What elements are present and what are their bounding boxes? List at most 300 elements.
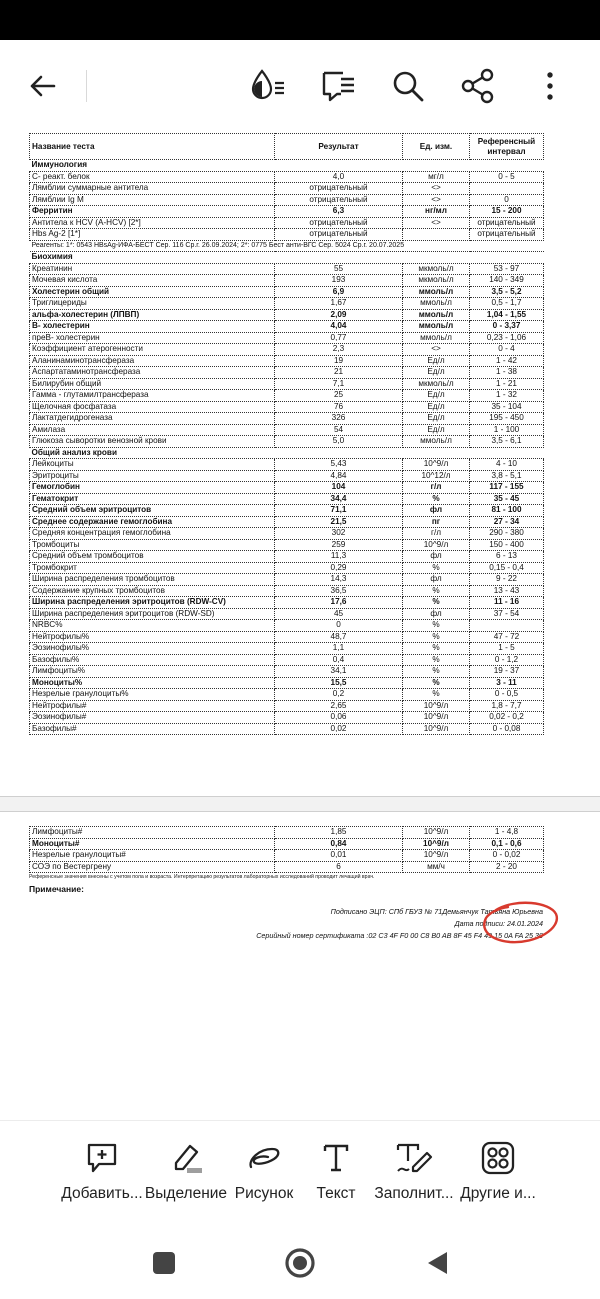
unit-cell: % bbox=[403, 562, 470, 574]
unit-cell: Ед/л bbox=[403, 367, 470, 379]
top-toolbar bbox=[0, 40, 600, 128]
table-row bbox=[30, 344, 544, 356]
reference-cell: 0,5 - 1,7 bbox=[470, 298, 544, 310]
reference-cell: отрицательный bbox=[470, 229, 544, 241]
table-row bbox=[30, 470, 544, 482]
reference-cell: отрицательный bbox=[470, 217, 544, 229]
result-cell: 14,3 bbox=[275, 574, 403, 586]
result-cell: 7,1 bbox=[275, 378, 403, 390]
reference-cell: 1 - 100 bbox=[470, 424, 544, 436]
unit-cell: фл bbox=[403, 608, 470, 620]
reference-cell: 6 - 13 bbox=[470, 551, 544, 563]
text-icon bbox=[321, 1141, 351, 1175]
result-cell: 259 bbox=[275, 539, 403, 551]
test-name-cell: Hbs Ag-2 [1*] bbox=[30, 229, 275, 241]
unit-cell: <> bbox=[403, 194, 470, 206]
test-name-cell: Незрелые гранулоциты# bbox=[30, 850, 275, 862]
share-icon[interactable] bbox=[456, 64, 500, 108]
other-tools[interactable] bbox=[448, 1141, 548, 1203]
table-body-page-2 bbox=[30, 827, 544, 873]
result-cell: отрицательный bbox=[275, 217, 403, 229]
table-row bbox=[30, 551, 544, 563]
test-name-cell: С- реакт. белок bbox=[30, 171, 275, 183]
table-row bbox=[30, 838, 544, 850]
table-row bbox=[30, 401, 544, 413]
result-cell: 34,1 bbox=[275, 666, 403, 678]
test-name-cell: Амилаза bbox=[30, 424, 275, 436]
reference-cell: 1,8 - 7,7 bbox=[470, 700, 544, 712]
result-cell: 55 bbox=[275, 263, 403, 275]
table-row bbox=[30, 861, 544, 873]
table-row bbox=[30, 723, 544, 735]
test-name-cell: Холестерин общий bbox=[30, 286, 275, 298]
test-name-cell: Мочевая кислота bbox=[30, 275, 275, 287]
table-row bbox=[30, 631, 544, 643]
reference-cell: 13 - 43 bbox=[470, 585, 544, 597]
result-cell: 2,65 bbox=[275, 700, 403, 712]
text-label: Текст bbox=[316, 1185, 356, 1202]
reference-cell: 53 - 97 bbox=[470, 263, 544, 275]
unit-cell: 10^12/л bbox=[403, 470, 470, 482]
table-row bbox=[30, 459, 544, 471]
result-cell: 6,3 bbox=[275, 206, 403, 218]
unit-cell: 10^9/л bbox=[403, 850, 470, 862]
table-row bbox=[30, 850, 544, 862]
reference-cell: 0 - 3,37 bbox=[470, 321, 544, 333]
unit-cell: <> bbox=[403, 183, 470, 195]
grid-apps-icon bbox=[481, 1141, 515, 1175]
table-row bbox=[30, 378, 544, 390]
unit-cell: % bbox=[403, 493, 470, 505]
test-name-cell: Билирубин общий bbox=[30, 378, 275, 390]
table-row bbox=[30, 355, 544, 367]
unit-cell: г/л bbox=[403, 528, 470, 540]
document-page-2 bbox=[0, 812, 600, 1120]
unit-cell: % bbox=[403, 585, 470, 597]
unit-cell: 10^9/л bbox=[403, 459, 470, 471]
reference-cell: 0 - 4 bbox=[470, 344, 544, 356]
lab-results-table-page-1 bbox=[29, 133, 544, 735]
result-cell: отрицательный bbox=[275, 183, 403, 195]
reference-cell: 1 - 5 bbox=[470, 643, 544, 655]
reference-cell: 9 - 22 bbox=[470, 574, 544, 586]
unit-cell: Ед/л bbox=[403, 390, 470, 402]
unit-cell: 10^9/л bbox=[403, 838, 470, 850]
result-cell: 2,09 bbox=[275, 309, 403, 321]
unit-cell: % bbox=[403, 654, 470, 666]
reference-cell bbox=[470, 183, 544, 195]
table-row bbox=[30, 827, 544, 839]
table-row bbox=[30, 367, 544, 379]
test-name-cell: Среднее содержание гемоглобина bbox=[30, 516, 275, 528]
test-name-cell: Моноциты% bbox=[30, 677, 275, 689]
draw-icon bbox=[246, 1141, 282, 1175]
signed-by: Подписано ЭЦП: СПб ГБУЗ № 71Демьянчук Татьяна Юрьевна bbox=[330, 907, 543, 916]
result-cell: 0,06 bbox=[275, 712, 403, 724]
result-cell: 48,7 bbox=[275, 631, 403, 643]
unit-cell: 10^9/л bbox=[403, 827, 470, 839]
test-name-cell: Эозинофилы% bbox=[30, 643, 275, 655]
result-cell: 21 bbox=[275, 367, 403, 379]
section-heading bbox=[30, 252, 544, 264]
unit-cell: Ед/л bbox=[403, 413, 470, 425]
highlight-icon bbox=[168, 1141, 204, 1175]
result-cell: 34,4 bbox=[275, 493, 403, 505]
back-triangle-icon bbox=[425, 1250, 449, 1276]
test-name-cell: преВ- холестерин bbox=[30, 332, 275, 344]
unit-cell bbox=[403, 229, 470, 241]
reference-cell: 0 - 0,5 bbox=[470, 689, 544, 701]
result-cell: отрицательный bbox=[275, 229, 403, 241]
bottom-toolbar bbox=[0, 1120, 600, 1226]
test-name-cell: Средний объем тромбоцитов bbox=[30, 551, 275, 563]
test-name-cell: Коэффициент атерогенности bbox=[30, 344, 275, 356]
table-row bbox=[30, 700, 544, 712]
test-name-cell: СОЭ по Вестергрену bbox=[30, 861, 275, 873]
result-cell: 0,29 bbox=[275, 562, 403, 574]
test-name-cell: Лимфоциты# bbox=[30, 827, 275, 839]
table-row bbox=[30, 482, 544, 494]
test-name-cell: Ферритин bbox=[30, 206, 275, 218]
reference-cell: 1 - 21 bbox=[470, 378, 544, 390]
unit-cell: мм/ч bbox=[403, 861, 470, 873]
page-separator bbox=[0, 796, 600, 812]
unit-cell: мкмоль/л bbox=[403, 275, 470, 287]
table-row bbox=[30, 309, 544, 321]
comment-icon[interactable] bbox=[316, 64, 360, 108]
table-row bbox=[30, 229, 544, 241]
unit-cell: фл bbox=[403, 574, 470, 586]
reference-cell: 47 - 72 bbox=[470, 631, 544, 643]
table-row bbox=[30, 321, 544, 333]
section-title: Биохимия bbox=[30, 252, 544, 264]
test-name-cell: Ширина распределения эритроцитов (RDW-CV) bbox=[30, 597, 275, 609]
sign-date: Дата подписи: 24.01.2024 bbox=[454, 919, 543, 928]
unit-cell: % bbox=[403, 677, 470, 689]
test-name-cell: Креатинин bbox=[30, 263, 275, 275]
table-body-page-1 bbox=[30, 160, 544, 735]
result-cell: 4,0 bbox=[275, 171, 403, 183]
reference-cell: 4 - 10 bbox=[470, 459, 544, 471]
reference-cell: 0 - 0,02 bbox=[470, 850, 544, 862]
unit-cell: % bbox=[403, 597, 470, 609]
table-row bbox=[30, 493, 544, 505]
reference-cell: 15 - 200 bbox=[470, 206, 544, 218]
unit-cell: г/л bbox=[403, 482, 470, 494]
table-row bbox=[30, 597, 544, 609]
back-button[interactable] bbox=[420, 1246, 454, 1280]
table-row bbox=[30, 712, 544, 724]
table-row bbox=[30, 666, 544, 678]
table-row bbox=[30, 298, 544, 310]
reference-cell: 0,02 - 0,2 bbox=[470, 712, 544, 724]
test-name-cell: Аланинаминотрансфераза bbox=[30, 355, 275, 367]
result-cell: 0,84 bbox=[275, 838, 403, 850]
reference-cell: 0,1 - 0,6 bbox=[470, 838, 544, 850]
reference-cell: 19 - 37 bbox=[470, 666, 544, 678]
reference-cell: 2 - 20 bbox=[470, 861, 544, 873]
draw-label: Рисунок bbox=[234, 1185, 294, 1202]
section-title: Общий анализ крови bbox=[30, 447, 544, 459]
reference-cell: 11 - 16 bbox=[470, 597, 544, 609]
table-row bbox=[30, 286, 544, 298]
reference-cell: 27 - 34 bbox=[470, 516, 544, 528]
test-name-cell: Ширина распределения эритроцитов (RDW-SD) bbox=[30, 608, 275, 620]
test-name-cell: Триглицериды bbox=[30, 298, 275, 310]
table-row bbox=[30, 217, 544, 229]
reference-cell: 1 - 32 bbox=[470, 390, 544, 402]
test-name-cell: Антитела к HCV (A-HCV) [2*] bbox=[30, 217, 275, 229]
unit-cell: % bbox=[403, 666, 470, 678]
result-cell: 302 bbox=[275, 528, 403, 540]
reference-cell: 1 - 4,8 bbox=[470, 827, 544, 839]
test-name-cell: Щелочная фосфатаза bbox=[30, 401, 275, 413]
test-name-cell: Лимфоциты% bbox=[30, 666, 275, 678]
unit-cell: Ед/л bbox=[403, 401, 470, 413]
result-cell: 0,4 bbox=[275, 654, 403, 666]
table-row bbox=[30, 585, 544, 597]
test-name-cell: Содержание крупных тромбоцитов bbox=[30, 585, 275, 597]
result-cell: 1,85 bbox=[275, 827, 403, 839]
result-cell: 6 bbox=[275, 861, 403, 873]
table-row bbox=[30, 689, 544, 701]
table-row bbox=[30, 263, 544, 275]
toolbar-divider bbox=[86, 70, 87, 102]
result-cell: 0,02 bbox=[275, 723, 403, 735]
add-comment-icon bbox=[85, 1141, 119, 1175]
reagents-note bbox=[30, 240, 544, 252]
unit-cell: мг/л bbox=[403, 171, 470, 183]
test-name-cell: Средняя концентрация гемоглобина bbox=[30, 528, 275, 540]
test-name-cell: Эритроциты bbox=[30, 470, 275, 482]
test-name-cell: Лейкоциты bbox=[30, 459, 275, 471]
result-cell: 11,3 bbox=[275, 551, 403, 563]
result-cell: 0,77 bbox=[275, 332, 403, 344]
unit-cell: 10^9/л bbox=[403, 539, 470, 551]
result-cell: 25 bbox=[275, 390, 403, 402]
table-row bbox=[30, 608, 544, 620]
table-row bbox=[30, 643, 544, 655]
reference-cell: 0,15 - 0,4 bbox=[470, 562, 544, 574]
reference-cell: 195 - 450 bbox=[470, 413, 544, 425]
test-name-cell: Гамма - глутамилтрансфераза bbox=[30, 390, 275, 402]
reference-cell: 117 - 155 bbox=[470, 482, 544, 494]
result-cell: 193 bbox=[275, 275, 403, 287]
header-test-name: Название теста bbox=[30, 134, 275, 160]
result-cell: 6,9 bbox=[275, 286, 403, 298]
section-title: Иммунология bbox=[30, 160, 544, 172]
table-row bbox=[30, 528, 544, 540]
table-row bbox=[30, 620, 544, 632]
test-name-cell: Гемоглобин bbox=[30, 482, 275, 494]
test-name-cell: Незрелые гранулоциты% bbox=[30, 689, 275, 701]
reference-cell: 0 - 0,08 bbox=[470, 723, 544, 735]
unit-cell: фл bbox=[403, 505, 470, 517]
unit-cell: % bbox=[403, 631, 470, 643]
reference-cell: 1 - 38 bbox=[470, 367, 544, 379]
reference-cell: 1 - 42 bbox=[470, 355, 544, 367]
status-bar bbox=[0, 0, 600, 40]
table-row bbox=[30, 183, 544, 195]
more-icon[interactable] bbox=[528, 64, 572, 108]
result-cell: 15,5 bbox=[275, 677, 403, 689]
test-name-cell: Базофилы# bbox=[30, 723, 275, 735]
result-cell: 4,84 bbox=[275, 470, 403, 482]
table-row bbox=[30, 390, 544, 402]
table-row bbox=[30, 562, 544, 574]
unit-cell: ммоль/л bbox=[403, 286, 470, 298]
search-icon[interactable] bbox=[386, 64, 430, 108]
test-name-cell: Тромбокрит bbox=[30, 562, 275, 574]
reference-cell: 3,5 - 5,2 bbox=[470, 286, 544, 298]
result-cell: 2,3 bbox=[275, 344, 403, 356]
table-row bbox=[30, 539, 544, 551]
result-cell: 21,5 bbox=[275, 516, 403, 528]
other-tools-label: Другие и... bbox=[460, 1185, 536, 1202]
home-icon bbox=[284, 1247, 316, 1279]
table-row bbox=[30, 332, 544, 344]
reference-cell: 1,04 - 1,55 bbox=[470, 309, 544, 321]
result-cell: 5,0 bbox=[275, 436, 403, 448]
table-row bbox=[30, 194, 544, 206]
section-heading bbox=[30, 447, 544, 459]
result-cell: 19 bbox=[275, 355, 403, 367]
reference-cell: 35 - 104 bbox=[470, 401, 544, 413]
unit-cell: Ед/л bbox=[403, 424, 470, 436]
unit-cell: 10^9/л bbox=[403, 700, 470, 712]
test-name-cell: Моноциты# bbox=[30, 838, 275, 850]
reference-cell: 140 - 349 bbox=[470, 275, 544, 287]
result-cell: отрицательный bbox=[275, 194, 403, 206]
unit-cell: мкмоль/л bbox=[403, 263, 470, 275]
test-name-cell: Аспартатаминотрансфераза bbox=[30, 367, 275, 379]
table-row bbox=[30, 436, 544, 448]
fill-sign-icon bbox=[395, 1141, 433, 1175]
result-cell: 45 bbox=[275, 608, 403, 620]
add-comment-label: Добавить... bbox=[61, 1185, 143, 1202]
header-reference: Референсный интервал bbox=[470, 134, 544, 160]
unit-cell: Ед/л bbox=[403, 355, 470, 367]
test-name-cell: Лактатдегидрогеназа bbox=[30, 413, 275, 425]
unit-cell: <> bbox=[403, 344, 470, 356]
result-cell: 1,67 bbox=[275, 298, 403, 310]
test-name-cell: Ширина распределения тромбоцитов bbox=[30, 574, 275, 586]
reagents-text: Реагенты: 1*: 0543 HBsAg-ИФА-БЕСТ Сер. 116 Ср.г. 26.09.2024; 2*: 0775 Бест анти-ВГС Сер. 5024 Ср.г. 20.07.2025 bbox=[30, 240, 544, 252]
result-cell: 76 bbox=[275, 401, 403, 413]
test-name-cell: Нейтрофилы% bbox=[30, 631, 275, 643]
result-cell: 326 bbox=[275, 413, 403, 425]
test-name-cell: NRBC% bbox=[30, 620, 275, 632]
reference-cell: 35 - 45 bbox=[470, 493, 544, 505]
test-name-cell: альфа-холестерин (ЛПВП) bbox=[30, 309, 275, 321]
highlight-label: Выделение bbox=[144, 1185, 228, 1202]
table-row bbox=[30, 275, 544, 287]
reference-cell: 0 bbox=[470, 194, 544, 206]
result-cell: 1,1 bbox=[275, 643, 403, 655]
reference-cell: 3 - 11 bbox=[470, 677, 544, 689]
unit-cell: ммоль/л bbox=[403, 321, 470, 333]
unit-cell: % bbox=[403, 689, 470, 701]
table-row bbox=[30, 574, 544, 586]
header-result: Результат bbox=[275, 134, 403, 160]
reference-cell: 0 - 1,2 bbox=[470, 654, 544, 666]
result-cell: 104 bbox=[275, 482, 403, 494]
test-name-cell: Тромбоциты bbox=[30, 539, 275, 551]
unit-cell: пг bbox=[403, 516, 470, 528]
unit-cell: % bbox=[403, 643, 470, 655]
reference-cell: 81 - 100 bbox=[470, 505, 544, 517]
result-cell: 4,04 bbox=[275, 321, 403, 333]
test-name-cell: Гематокрит bbox=[30, 493, 275, 505]
result-cell: 5,43 bbox=[275, 459, 403, 471]
reference-footnote: Референсные значения внесены с учетом пола и возраста. Интерпретацию результатов лабораторных исследований проводит лечащий врач. bbox=[29, 874, 375, 880]
result-cell: 0,2 bbox=[275, 689, 403, 701]
certificate-serial: Серийный номер сертификата :02 C3 4F F0 00 C8 B0 AB 8F 45 F4 49 15 0A FA 25 30 bbox=[256, 931, 543, 940]
reading-mode-icon[interactable] bbox=[246, 64, 290, 108]
test-name-cell: Эозинофилы# bbox=[30, 712, 275, 724]
test-name-cell: Нейтрофилы# bbox=[30, 700, 275, 712]
back-arrow-icon[interactable] bbox=[20, 64, 64, 108]
unit-cell: <> bbox=[403, 217, 470, 229]
reference-cell: 150 - 400 bbox=[470, 539, 544, 551]
table-row bbox=[30, 677, 544, 689]
table-row bbox=[30, 424, 544, 436]
table-row bbox=[30, 654, 544, 666]
table-row bbox=[30, 206, 544, 218]
table-row bbox=[30, 413, 544, 425]
reference-cell: 0,23 - 1,06 bbox=[470, 332, 544, 344]
test-name-cell: В- холестерин bbox=[30, 321, 275, 333]
reference-cell: 290 - 380 bbox=[470, 528, 544, 540]
red-ink-circle-mark bbox=[476, 896, 560, 950]
unit-cell: ммоль/л bbox=[403, 298, 470, 310]
test-name-cell: Лямблии Ig M bbox=[30, 194, 275, 206]
test-name-cell: Средний объем эритроцитов bbox=[30, 505, 275, 517]
unit-cell: % bbox=[403, 620, 470, 632]
unit-cell: 10^9/л bbox=[403, 712, 470, 724]
reference-cell: 0 - 5 bbox=[470, 171, 544, 183]
recents-icon bbox=[152, 1251, 176, 1275]
unit-cell: нг/мл bbox=[403, 206, 470, 218]
test-name-cell: Лямблии суммарные антитела bbox=[30, 183, 275, 195]
unit-cell: ммоль/л bbox=[403, 332, 470, 344]
note-label: Примечание: bbox=[29, 884, 84, 894]
home-button[interactable] bbox=[283, 1246, 317, 1280]
document-page-1 bbox=[0, 128, 600, 796]
table-row bbox=[30, 171, 544, 183]
result-cell: 0,01 bbox=[275, 850, 403, 862]
fill-sign-label: Заполнит... bbox=[374, 1185, 454, 1202]
test-name-cell: Базофилы% bbox=[30, 654, 275, 666]
reference-cell bbox=[470, 620, 544, 632]
table-row bbox=[30, 516, 544, 528]
reference-cell: 37 - 54 bbox=[470, 608, 544, 620]
recents-button[interactable] bbox=[147, 1246, 181, 1280]
result-cell: 54 bbox=[275, 424, 403, 436]
unit-cell: 10^9/л bbox=[403, 723, 470, 735]
unit-cell: ммоль/л bbox=[403, 309, 470, 321]
lab-results-table-page-2 bbox=[29, 826, 544, 873]
unit-cell: фл bbox=[403, 551, 470, 563]
result-cell: 17,6 bbox=[275, 597, 403, 609]
unit-cell: ммоль/л bbox=[403, 436, 470, 448]
result-cell: 0 bbox=[275, 620, 403, 632]
unit-cell: мкмоль/л bbox=[403, 378, 470, 390]
section-heading bbox=[30, 160, 544, 172]
reference-cell: 3,8 - 5,1 bbox=[470, 470, 544, 482]
header-unit: Ед. изм. bbox=[403, 134, 470, 160]
table-row bbox=[30, 505, 544, 517]
